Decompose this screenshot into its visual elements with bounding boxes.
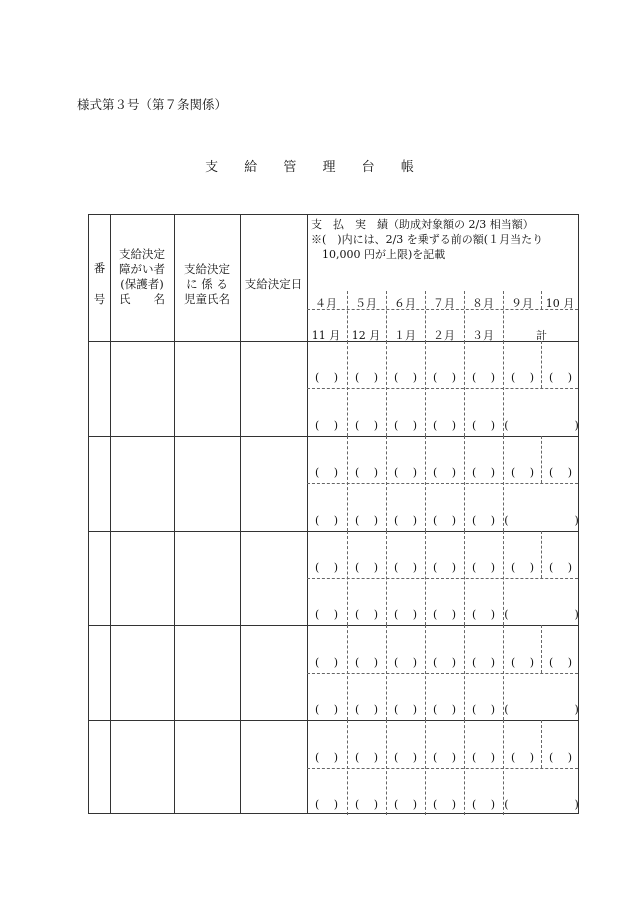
amount-cell: ( ) <box>471 466 496 480</box>
amount-cell: ( ) <box>432 561 457 574</box>
amount-cell: ( ) <box>510 655 535 669</box>
amount-cell: ( ) <box>548 371 573 385</box>
total-amount-cell: ( ) <box>504 513 579 527</box>
number-header-top: 番 <box>93 261 106 275</box>
amount-cell: ( ) <box>471 703 496 717</box>
amount-cell: ( ) <box>471 655 496 669</box>
amount-cell: ( ) <box>432 418 457 432</box>
month-header: ５月 <box>355 297 377 310</box>
amount-cell: ( ) <box>393 750 418 764</box>
amount-cell: ( ) <box>314 371 339 385</box>
number-header-bottom: 号 <box>93 292 106 306</box>
amount-cell: ( ) <box>314 466 339 480</box>
month-header: ９月 <box>511 297 533 310</box>
amount-cell: ( ) <box>314 513 339 527</box>
amount-cell: ( ) <box>354 798 379 811</box>
amount-cell: ( ) <box>432 608 457 622</box>
amount-cell: ( ) <box>354 418 379 432</box>
amount-cell: ( ) <box>393 655 418 669</box>
amount-cell: ( ) <box>354 703 379 717</box>
amount-cell: ( ) <box>354 466 379 480</box>
amount-cell: ( ) <box>548 466 573 480</box>
amount-cell: ( ) <box>432 655 457 669</box>
total-amount-cell: ( ) <box>504 703 579 717</box>
amount-cell: ( ) <box>314 703 339 717</box>
amount-cell: ( ) <box>432 703 457 717</box>
amount-cell: ( ) <box>354 655 379 669</box>
amount-cell: ( ) <box>432 371 457 385</box>
amount-cell: ( ) <box>393 608 418 622</box>
amount-cell: ( ) <box>354 750 379 764</box>
document-title: 支 給 管 理 台 帳 <box>205 160 425 175</box>
amount-cell: ( ) <box>548 655 573 669</box>
amount-cell: ( ) <box>314 750 339 764</box>
form-number: 様式第３号（第７条関係） <box>77 97 228 112</box>
amount-cell: ( ) <box>510 371 535 385</box>
amount-cell: ( ) <box>393 513 418 527</box>
month-header: １月 <box>394 329 416 342</box>
month-header: 10 月 <box>545 297 575 310</box>
amount-cell: ( ) <box>471 608 496 622</box>
amount-cell: ( ) <box>393 418 418 432</box>
month-header: 12 月 <box>351 329 381 342</box>
amount-cell: ( ) <box>314 608 339 622</box>
amount-cell: ( ) <box>314 655 339 669</box>
amount-cell: ( ) <box>548 561 573 574</box>
amount-cell: ( ) <box>314 418 339 432</box>
amount-cell: ( ) <box>354 608 379 622</box>
month-header: 11 月 <box>311 329 341 342</box>
amount-cell: ( ) <box>314 561 339 574</box>
decision-date-header: 支給決定日 <box>244 277 303 291</box>
amount-cell: ( ) <box>432 798 457 811</box>
amount-cell: ( ) <box>393 371 418 385</box>
amount-cell: ( ) <box>471 371 496 385</box>
amount-cell: ( ) <box>471 418 496 432</box>
amount-cell: ( ) <box>510 466 535 480</box>
month-header: ３月 <box>472 329 494 342</box>
amount-cell: ( ) <box>510 561 535 574</box>
amount-cell: ( ) <box>471 561 496 574</box>
amount-cell: ( ) <box>548 750 573 764</box>
month-header: ６月 <box>394 297 416 310</box>
amount-cell: ( ) <box>354 371 379 385</box>
amount-cell: ( ) <box>393 798 418 811</box>
total-amount-cell: ( ) <box>504 608 579 622</box>
recipient-name-header: 支給決定 障がい者 (保護者) 氏 名 <box>119 247 165 306</box>
amount-cell: ( ) <box>432 466 457 480</box>
month-header: ２月 <box>433 329 455 342</box>
amount-cell: ( ) <box>354 561 379 574</box>
total-header: 計 <box>536 329 547 342</box>
month-header: ８月 <box>472 297 494 310</box>
payment-record-note: 支 払 実 績（助成対象額の 2/3 相当額） ※( )内には、2/3 を乗ずる前の額(１月当たり 10,000 円が上限)を記載 <box>311 218 544 261</box>
total-amount-cell: ( ) <box>504 418 579 432</box>
amount-cell: ( ) <box>432 750 457 764</box>
amount-cell: ( ) <box>471 750 496 764</box>
amount-cell: ( ) <box>393 466 418 480</box>
ledger-table <box>88 214 579 814</box>
amount-cell: ( ) <box>510 750 535 764</box>
total-amount-cell: ( ) <box>504 798 579 811</box>
amount-cell: ( ) <box>471 798 496 811</box>
amount-cell: ( ) <box>354 513 379 527</box>
amount-cell: ( ) <box>393 703 418 717</box>
month-header: ４月 <box>315 297 337 310</box>
amount-cell: ( ) <box>471 513 496 527</box>
amount-cell: ( ) <box>432 513 457 527</box>
amount-cell: ( ) <box>314 798 339 811</box>
amount-cell: ( ) <box>393 561 418 574</box>
child-name-header: 支給決定 に 係 る 児童氏名 <box>184 262 230 306</box>
month-header: ７月 <box>433 297 455 310</box>
